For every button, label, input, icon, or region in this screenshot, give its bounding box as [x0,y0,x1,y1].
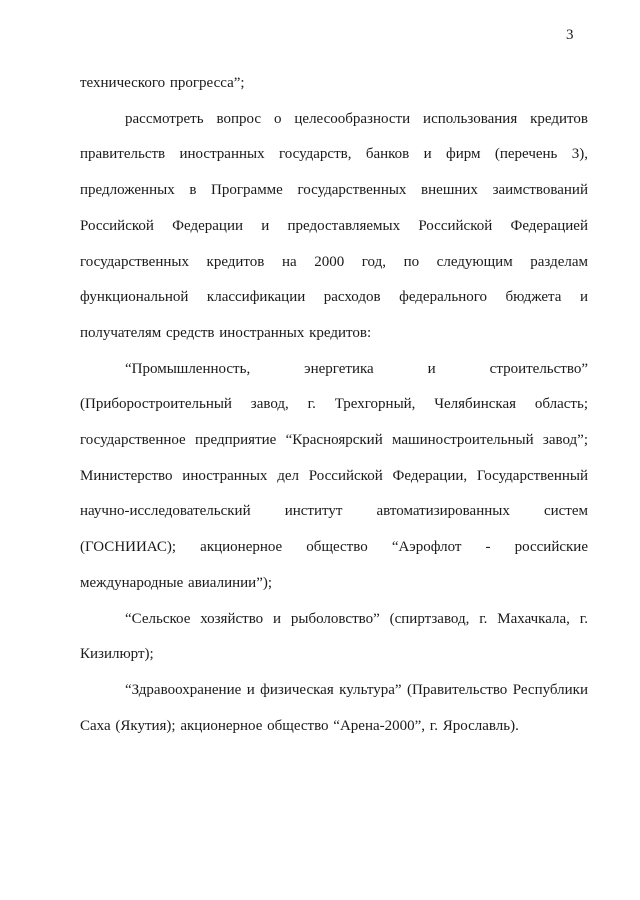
paragraph-credits-review: рассмотреть вопрос о целесообразности использования кредитов правительств иностранных государств, банков и фирм (перечень 3), предложенных в Программе государственных внешних заимствований Российской Федерации и предоставляемых Российской Федерацией государственных кредитов на 2000 год, по следующим разделам функциональной классификации расходов федерального бюджета и получателям средств иностранных кредитов: [80,110,588,341]
paragraph-agriculture: “Сельское хозяйство и рыболовство” (спиртзавод, г. Махачкала, г. Кизилюрт); [80,610,588,663]
paragraph-industry-energy: “Промышленность, энергетика и строительство” (Приборостроительный завод, г. Трехгорный, Челябинская область; государственное предприятие “Красноярский машиностроительный завод”; Министерство иностранных дел Российской Федерации, Государственный научно-исследовательский институт автоматизированных систем (ГОСНИИАС); акционерное общество “Аэрофлот - российские международные авиалинии”); [80,360,588,591]
page-number: 3 [566,27,574,43]
paragraph-continuation: технического прогресса”; [80,75,245,91]
paragraph-healthcare: “Здравоохранение и физическая культура” (Правительство Республики Саха (Якутия); акционерное общество “Арена-2000”, г. Ярославль). [80,681,588,734]
document-body [80,66,588,744]
